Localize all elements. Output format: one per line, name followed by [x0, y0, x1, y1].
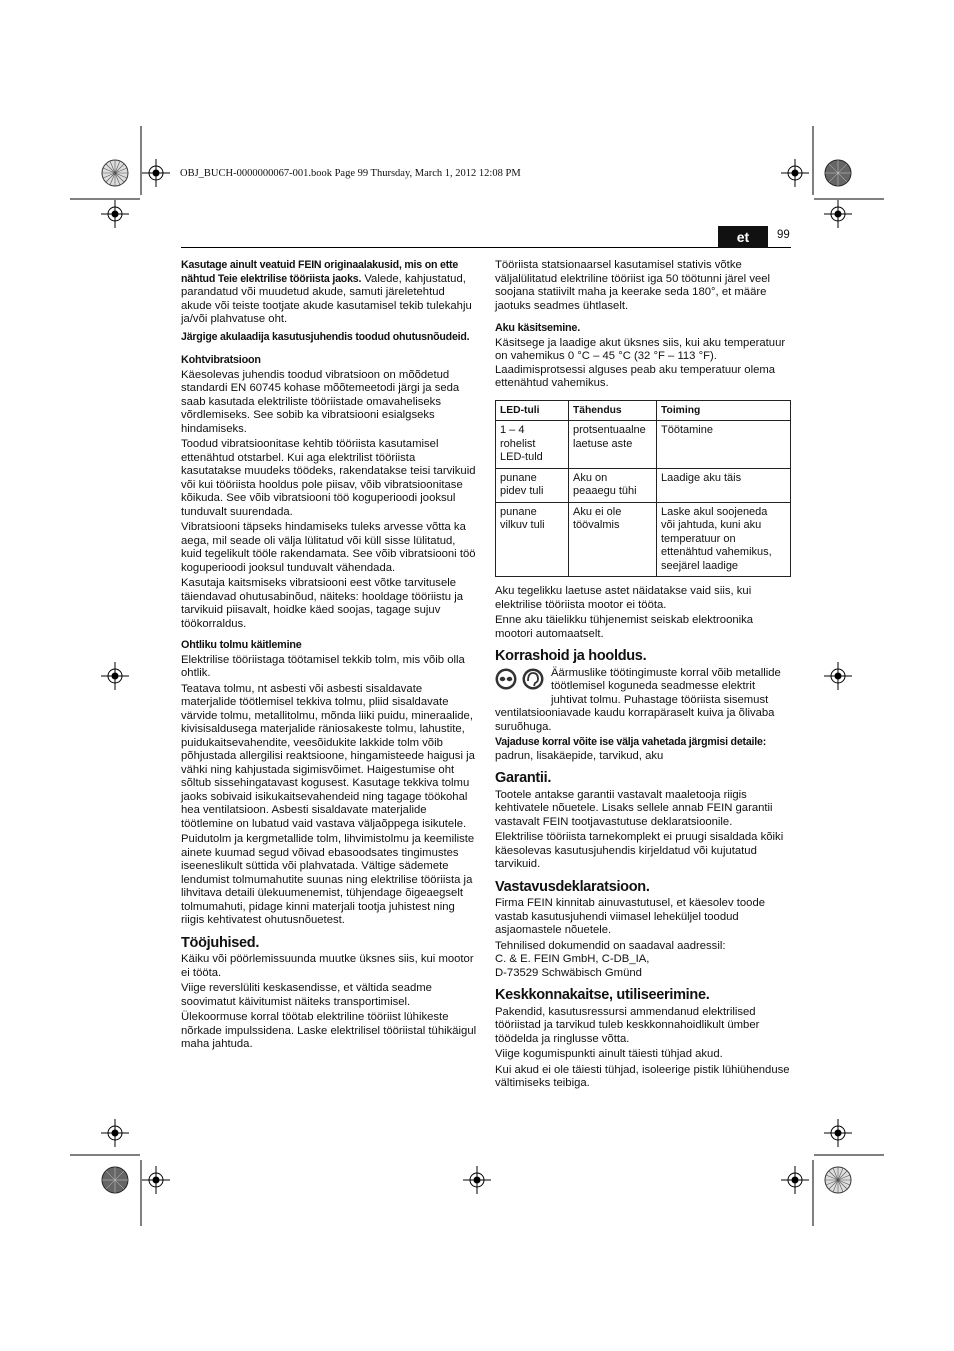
work-p1: Käiku või pöörlemissuunda muutke üksnes siis, kui mootor ei tööta.: [181, 953, 474, 979]
conformity-p1: Firma FEIN kinnitab ainuvastutusel, et käesolev toode vastab kasutusjuhendi viimasel leheküljel toodud asjaomastele nõuetele.: [495, 897, 766, 936]
work-p2: Viige reverslüliti keskasendisse, et vältida seadme soovimatut käivitumist näiteks transportimisel.: [181, 982, 432, 1008]
vibration-p1: Käesolevas juhendis toodud vibratsioon on mõõdetud standardi EN 60745 kohase mõõtemeetodi järgi ja seda saab kasutada elektriliste tööriistade omavaheliseks võrdlemiseks. See sobib ka vibratsiooni esialgseks hindamiseks.: [181, 368, 460, 435]
charge-level-note: Aku tegelikku laetuse astet näidatakse vaid siis, kui elektrilise tööriista mootor ei tööta.: [495, 585, 752, 611]
page-number: 99: [777, 229, 790, 241]
work-instructions-heading: Tööjuhised.: [181, 934, 260, 951]
vibration-p4: Kasutaja kaitsmiseks vibratsiooni eest võtke tarvitusele täiendavad ohutusabinõud, näiteks: hooldage tööriistu ja tarvikuid piisavalt, hoidke käed soojas, tagage sujuv töökorraldus.: [181, 577, 464, 630]
environment-p2: Viige kogumispunkti ainult täiesti tühjad akud.: [495, 1048, 723, 1060]
action-col-header: Toiming: [657, 400, 791, 421]
address-line-1: Tehnilised dokumendid on saadaval aadressil:: [495, 939, 726, 952]
eye-protection-icon: [496, 668, 517, 689]
stationary-use-text: Tööriista statsionaarsel kasutamisel stativis võtke väljalülitatud elektriline tööriist iga 50 töötunni järel veel soojana statiivilt maha ja keerake seda 180°, et määre jaotuks seadmes ühtlaselt.: [495, 259, 771, 312]
table-cell: punane vilkuv tuli: [496, 502, 569, 577]
replaceable-parts-text: padrun, lisakäepide, tarvikud, aku: [495, 749, 664, 762]
vibration-heading: Kohtvibratsioon: [181, 354, 261, 366]
work-p3: Ülekoormuse korral töötab elektriline tööriist lühikeste nõrkade impulssidena. Laske elektrilisel tööriistal tühikäigul maha jahtuda.: [181, 1011, 477, 1050]
maintenance-p1: Äärmuslike töötingimuste korral võib metallide töötlemisel koguneda seadmesse elektrit juhtivat tolmu. Puhastage tööriista sisemust ventilatsiooniavade kaudu korrapäraselt kuiva ja õlivaba suruõhuga.: [495, 666, 781, 733]
table-cell: Laske akul soojeneda või jahtuda, kuni aku temperatuur on ettenähtud vahemikus, seejärel laadige: [657, 502, 791, 577]
dust-heading: Ohtliku tolmu käitlemine: [181, 639, 302, 651]
warranty-heading: Garantii.: [495, 770, 552, 786]
table-row: [496, 468, 791, 502]
replaceable-parts: [495, 736, 791, 763]
conformity-address: [495, 940, 791, 981]
warranty-p2: Elektrilise tööriista tarnekomplekt ei pruugi sisaldada kõiki käesolevas kasutusjuhendis kirjeldatud või kujutatud tarvikuid.: [495, 831, 784, 870]
maintenance-block: [495, 667, 791, 735]
header-rule: [181, 247, 791, 248]
table-cell: Aku on peaaegu tühi: [569, 468, 657, 502]
language-badge: et: [718, 226, 768, 248]
battery-handling-text: Käsitsege ja laadige akut üksnes siis, kui aku temperatuur on vahemikus 0 °C – 45 °C (32 °F – 113 °F). Laadimisprotsessi alguses peab aku temperatuur olema ettenähtud vahemikus.: [495, 336, 786, 389]
dust-p2: Teatava tolmu, nt asbesti või asbesti sisaldavate materjalide töötlemisel tekkiva tolmu, pliid sisaldavate värvide tolmu, metallitolmu, mõnda liiki puidu, mineraalide, kivisisaldusega materjalide räniosakeste tolmu, lahustite, puidukaitsevahendite, veesõidukite lakkide tolm võib põhjustada allergilisi reaktsioone, hingamisteede haigusi ja vähki ning kahjustada sigimisvõimet. Haigestumise oht sõltub sissehingatavast kogusest. Kasutage tekkiva tolmu jaoks sobivaid isikukaitsevahendeid ning tagage töökohal hea ventilatsioon. Asbesti sisaldavate materjalide töötlemine on lubatud vaid vastava väljaõppega isikutele.: [181, 682, 475, 830]
led-table-header: [496, 400, 791, 421]
table-row: [496, 421, 791, 469]
address-line-2: C. & E. FEIN GmbH, C-DB_IA,: [495, 953, 650, 965]
replaceable-parts-bold: Vajaduse korral võite ise välja vahetada järgmisi detaile:: [495, 736, 767, 748]
battery-handling-heading: Aku käsitsemine.: [495, 322, 581, 334]
battery-warning: [181, 259, 477, 327]
led-table: [495, 400, 791, 578]
ear-protection-icon: [523, 668, 544, 689]
vibration-p2: Toodud vibratsioonitase kehtib tööriista kasutamisel ettenähtud otstarbel. Kui aga elektrilist tööriista kasutatakse muudeks töödeks, rakendatakse teisi tarvikuid või kui tööriista hooldus pole piisav, võib vibratsioonitase kõikuda. See võib vibratsiooni töö koguperioodi jooksul tunduvalt suurendada.: [181, 438, 476, 518]
table-cell: Töötamine: [657, 421, 791, 469]
warranty-p1: Tootele antakse garantii vastavalt maaletooja riigis kehtivatele nõuetele. Lisaks sellele annab FEIN garantii vastavalt FEIN tootjavastutuse deklaratsioonile.: [495, 788, 773, 828]
charger-warning: Järgige akulaadija kasutusjuhendis toodud ohutusnõudeid.: [181, 330, 470, 343]
environment-heading: Keskkonnakaitse, utiliseerimine.: [495, 987, 710, 1003]
auto-stop-note: Enne aku täielikku tühjenemist seiskab elektroonika mootori automaatselt.: [495, 614, 754, 640]
left-column: [181, 259, 477, 1054]
dust-p3: Puidutolm ja kergmetallide tolm, lihvimistolmu ja keemiliste ainete kuumad segud võivad ebasoodsates tingimustes iseeneslikult süttida või plahvatada. Vältige sädemete lendumist tolmumahutite suunas ning elektrilise tööriista ja lihvitava detaili ülekuumenemist, tühjendage õigeaegselt tolmumahuti, pidage kinni materjali tootja juhistest ning riigis kehtivatest ohutusnõuetest.: [181, 833, 475, 926]
conformity-heading: Vastavusdeklaratsioon.: [495, 878, 650, 895]
environment-p3: Kui akud ei ole täiesti tühjad, isoleerige pistik lühiühenduse vältimiseks teibiga.: [495, 1063, 790, 1089]
meaning-col-header: Tähendus: [569, 400, 657, 421]
print-slug: OBJ_BUCH-0000000067-001.book Page 99 Thursday, March 1, 2012 12:08 PM: [180, 168, 521, 179]
battery-warning-text: Valede, kahjustatud, parandatud või muudetud akude, samuti järeletehtud akude või teiste tootjate akude kasutamisel tekib tulekahju ja/või plahvatuse oht.: [181, 272, 472, 325]
address-line-3: D-73529 Schwäbisch Gmünd: [495, 966, 642, 979]
environment-p1: Pakendid, kasutusressursi ammendanud elektrilised tööriistad ja tarvikud tuleb keskkonnahoidlikult ümber töödelda ja ringlusse võtta.: [495, 1005, 760, 1045]
table-row: [496, 502, 791, 577]
right-column: [495, 259, 791, 1093]
table-cell: Aku ei ole töövalmis: [569, 502, 657, 577]
table-cell: protsentuaalne laetuse aste: [569, 421, 657, 469]
dust-p1: Elektrilise tööriistaga töötamisel tekkib tolm, mis võib olla ohtlik.: [181, 653, 465, 679]
safety-icons: [495, 667, 547, 696]
led-col-header: LED-tuli: [496, 400, 569, 421]
table-cell: punane pidev tuli: [496, 468, 569, 502]
maintenance-heading: Korrashoid ja hooldus.: [495, 648, 647, 664]
table-cell: 1 – 4 rohelist LED-tuld: [496, 421, 569, 469]
vibration-p3: Vibratsiooni täpseks hindamiseks tuleks arvesse võtta ka aega, mil seade oli välja lülitatud või küll sisse lülitatud, kuid tegelikult tööle rakendamata. See võib vibratsiooni töö koguperioodi jooksul tunduvalt vähendada.: [181, 521, 476, 574]
battery-warning-bold: Kasutage ainult veatuid FEIN originaalakusid, mis on ette nähtud Teie elektrilise tööriista jaoks.: [181, 259, 459, 285]
table-cell: Laadige aku täis: [657, 468, 791, 502]
